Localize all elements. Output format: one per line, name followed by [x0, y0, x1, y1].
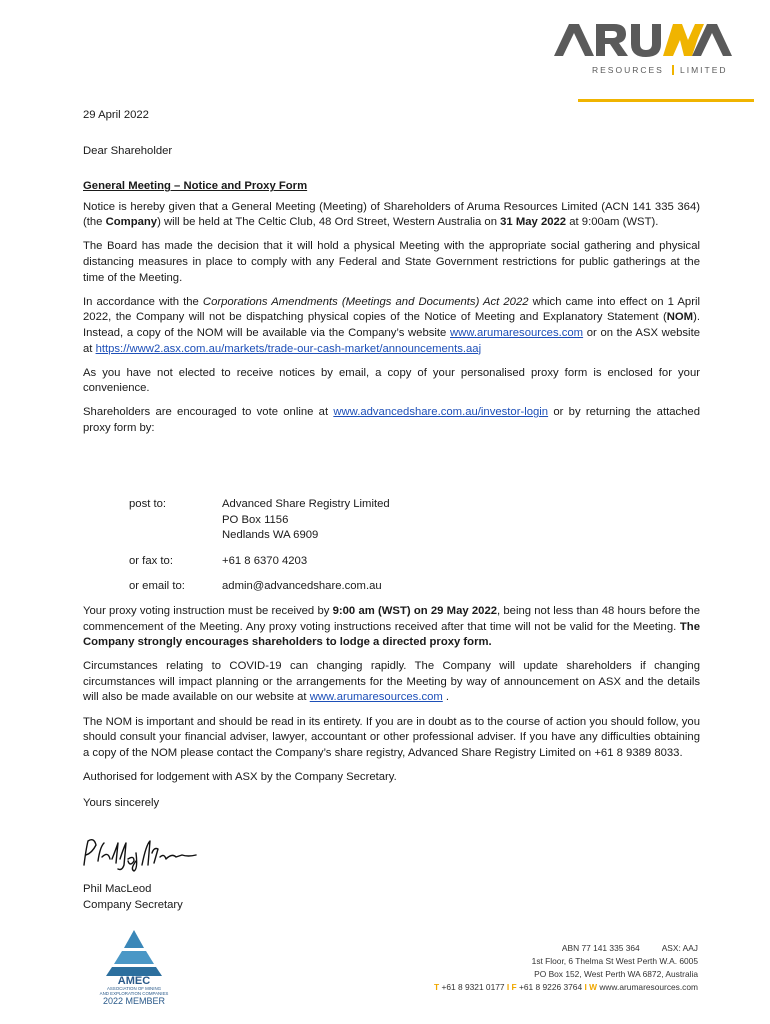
amec-line2: AND EXPLORATION COMPANIES [99, 991, 169, 996]
letter-body-continued [83, 604, 700, 821]
footer-postal-address: PO Box 152, West Perth WA 6872, Australia [534, 969, 698, 979]
signer-title: Company Secretary [83, 898, 183, 911]
closing: Yours sincerely [83, 797, 160, 810]
salutation: Dear Shareholder [83, 144, 173, 157]
amec-member-logo [82, 926, 186, 1006]
letter-date: 29 April 2022 [83, 109, 149, 121]
fax-label-footer: F [511, 982, 517, 992]
website-link[interactable]: www.arumaresources.com [450, 326, 584, 339]
email-value: admin@advancedshare.com.au [222, 580, 382, 592]
aruma-logo [552, 20, 734, 78]
footer-asx-code: ASX: AAJ [661, 943, 698, 953]
post-address-line: PO Box 1156 [222, 513, 289, 526]
paragraph-proxy-enclosed: As you have not elected to receive notices by email, a copy of your personalised proxy form is enclosed for your convenience. [83, 366, 700, 395]
footer-abn: ABN 77 141 335 364 [561, 943, 640, 953]
website-link-2[interactable]: www.arumaresources.com [309, 691, 443, 704]
paragraph-board: The Board has made the decision that it will hold a physical Meeting with the appropriate social gathering and physical distancing measures in place to comply with any Federal and State Government restrictions for public gatherings at the time of the Meeting. [83, 240, 700, 284]
signature-image [78, 835, 202, 873]
letter-body [83, 108, 700, 445]
fax-label: or fax to: [129, 555, 173, 567]
amec-line1: ASSOCIATION OF MINING [106, 986, 162, 991]
paragraph-accordance: In accordance with the Corporations Amendments (Meetings and Documents) Act 2022 which came into effect on 1 April 2022, the Company will not be dispatching physical copies of the Notice of Meeting and Explanatory Statement (NOM). Instead, a copy of the NOM will be available via the Company’s website www.arumaresources.com or on the ASX website at https://www2.asx.com.au/markets/trade-our-cash-market/announcements.aaj [83, 295, 700, 355]
investor-login-link[interactable]: www.advancedshare.com.au/investor-login [333, 406, 549, 419]
paragraph-covid: Circumstances relating to COVID-19 can changing rapidly. The Company will update shareholders if changing circumstances will impact planning or the arrangements for the Meeting by way of announcement on ASX and the details will also be made available on our website at www.arumaresources.com . [83, 660, 700, 704]
signer-block [83, 882, 700, 913]
post-label: post to: [129, 498, 167, 510]
logo-sub-right: LIMITED [680, 65, 728, 75]
header-accent-rule [578, 99, 754, 102]
post-address-line: Nedlands WA 6909 [222, 529, 319, 542]
letter-heading: General Meeting – Notice and Proxy Form [83, 180, 308, 193]
paragraph-deadline: Your proxy voting instruction must be received by 9:00 am (WST) on 29 May 2022, being not less than 48 hours before the commencement of the Meeting. Any proxy voting instructions received after that time will not be valid for the Meeting. The Company strongly encourages shareholders to lodge a directed proxy form. [83, 605, 700, 649]
email-label: or email to: [129, 580, 185, 592]
separator: I [584, 982, 587, 992]
phone-number: +61 8 9321 0177 [439, 982, 507, 992]
fax-number: +61 8 9226 3764 [516, 982, 585, 992]
phone-label: T [434, 982, 440, 992]
web-label: W [589, 982, 597, 992]
post-address-line: Advanced Share Registry Limited [222, 498, 390, 510]
footer-contact [434, 942, 698, 994]
paragraph-nom-important: The NOM is important and should be read in its entirety. If you are in doubt as to the course of action you should follow, you should consult your financial adviser, lawyer, accountant or other professional adviser. If you have any difficulties obtaining a copy of the NOM please contact the Company’s share registry, Advanced Share Registry Limited on +61 8 9389 8033. [83, 715, 700, 759]
logo-sub-left: RESOURCES [592, 65, 664, 75]
paragraph-vote-online: Shareholders are encouraged to vote online at www.advancedshare.com.au/investor-login or by returning the attached proxy form by: [83, 406, 700, 434]
footer-phone-line [434, 981, 698, 994]
separator: I [506, 982, 510, 992]
amec-member: 2022 MEMBER [102, 996, 166, 1006]
post-address [222, 497, 390, 544]
web-address: www.arumaresources.com [597, 982, 698, 992]
paragraph-authorised: Authorised for lodgement with ASX by the Company Secretary. [83, 770, 397, 783]
footer-abn-line [434, 942, 698, 955]
signer-name: Phil MacLeod [83, 883, 152, 895]
paragraph-notice: Notice is hereby given that a General Meeting (Meeting) of Shareholders of Aruma Resources Limited (ACN 141 335 364) (the Company) will be held at The Celtic Club, 48 Ord Street, Western Australia on 31 May 2022 at 9:00am (WST). [83, 200, 700, 229]
amec-name: AMEC [117, 975, 151, 987]
asx-announcements-link[interactable]: https://www2.asx.com.au/markets/trade-our-cash-market/announcements.aaj [95, 342, 482, 355]
fax-value: +61 8 6370 4203 [222, 555, 308, 567]
footer-street-address: 1st Floor, 6 Thelma St West Perth W.A. 6005 [531, 956, 698, 966]
